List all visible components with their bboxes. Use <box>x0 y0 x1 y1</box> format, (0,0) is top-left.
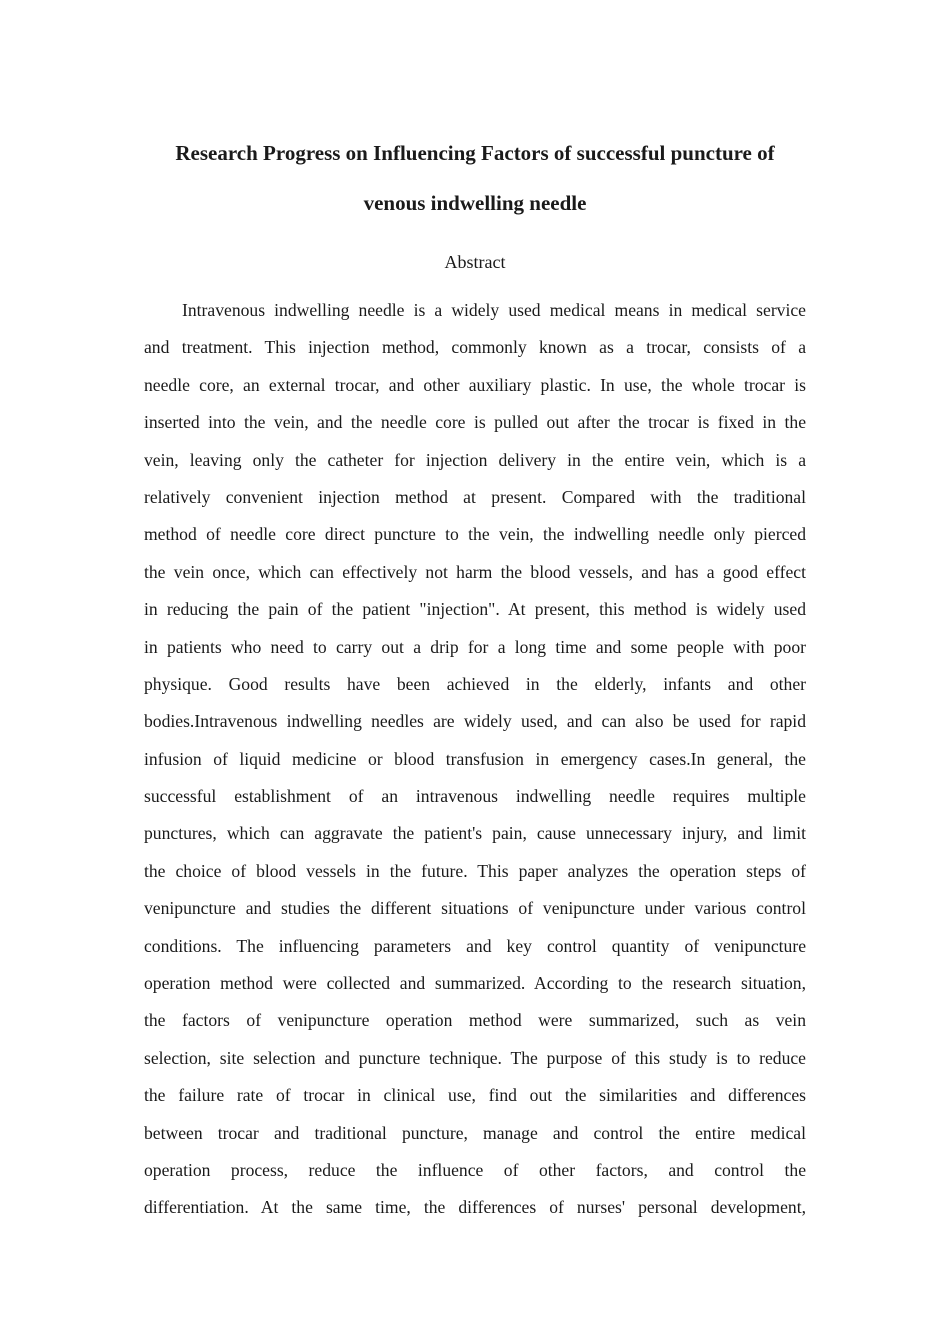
abstract-line: between trocar and traditional puncture, manage and control the entire medical <box>144 1122 806 1143</box>
abstract-line: vein, leaving only the catheter for injection delivery in the entire vein, which is a <box>144 449 806 470</box>
abstract-line: differentiation. At the same time, the differences of nurses' personal development, <box>144 1197 806 1218</box>
abstract-line: selection, site selection and puncture technique. The purpose of this study is to reduce <box>144 1047 806 1068</box>
abstract-line: punctures, which can aggravate the patient's pain, cause unnecessary injury, and limit <box>144 823 806 844</box>
abstract-line: successful establishment of an intravenous indwelling needle requires multiple <box>144 786 806 807</box>
abstract-line: in reducing the pain of the patient "injection". At present, this method is widely used <box>144 599 806 620</box>
abstract-line: in patients who need to carry out a drip for a long time and some people with poor <box>144 636 806 657</box>
abstract-line: physique. Good results have been achieved in the elderly, infants and other <box>144 673 806 694</box>
abstract-line: infusion of liquid medicine or blood transfusion in emergency cases.In general, the <box>144 748 806 769</box>
abstract-line: and treatment. This injection method, commonly known as a trocar, consists of a <box>144 337 806 358</box>
abstract-line: operation method were collected and summarized. According to the research situation, <box>144 973 806 994</box>
abstract-body <box>144 292 806 1227</box>
paper-title <box>144 128 806 228</box>
abstract-line: inserted into the vein, and the needle core is pulled out after the trocar is fixed in the <box>144 412 806 433</box>
paper-title-line: Research Progress on Influencing Factors of successful puncture of <box>175 141 775 165</box>
abstract-line: venipuncture and studies the different situations of venipuncture under various control <box>144 898 806 919</box>
abstract-line: bodies.Intravenous indwelling needles are widely used, and can also be used for rapid <box>144 711 806 732</box>
abstract-line: needle core, an external trocar, and other auxiliary plastic. In use, the whole trocar is <box>144 374 806 395</box>
abstract-line: the vein once, which can effectively not harm the blood vessels, and has a good effect <box>144 561 806 582</box>
paper-title-line: venous indwelling needle <box>363 191 587 215</box>
abstract-line: relatively convenient injection method at present. Compared with the traditional <box>144 486 806 507</box>
abstract-line: method of needle core direct puncture to the vein, the indwelling needle only pierced <box>144 524 806 545</box>
abstract-line: conditions. The influencing parameters and key control quantity of venipuncture <box>144 935 806 956</box>
abstract-line: the factors of venipuncture operation method were summarized, such as vein <box>144 1010 806 1031</box>
abstract-heading: Abstract <box>444 252 506 272</box>
abstract-line: Intravenous indwelling needle is a widely used medical means in medical service <box>182 300 806 320</box>
abstract-line: the failure rate of trocar in clinical use, find out the similarities and differences <box>144 1085 806 1106</box>
abstract-line: operation process, reduce the influence of other factors, and control the <box>144 1159 806 1180</box>
abstract-line: the choice of blood vessels in the future. This paper analyzes the operation steps of <box>144 860 806 881</box>
